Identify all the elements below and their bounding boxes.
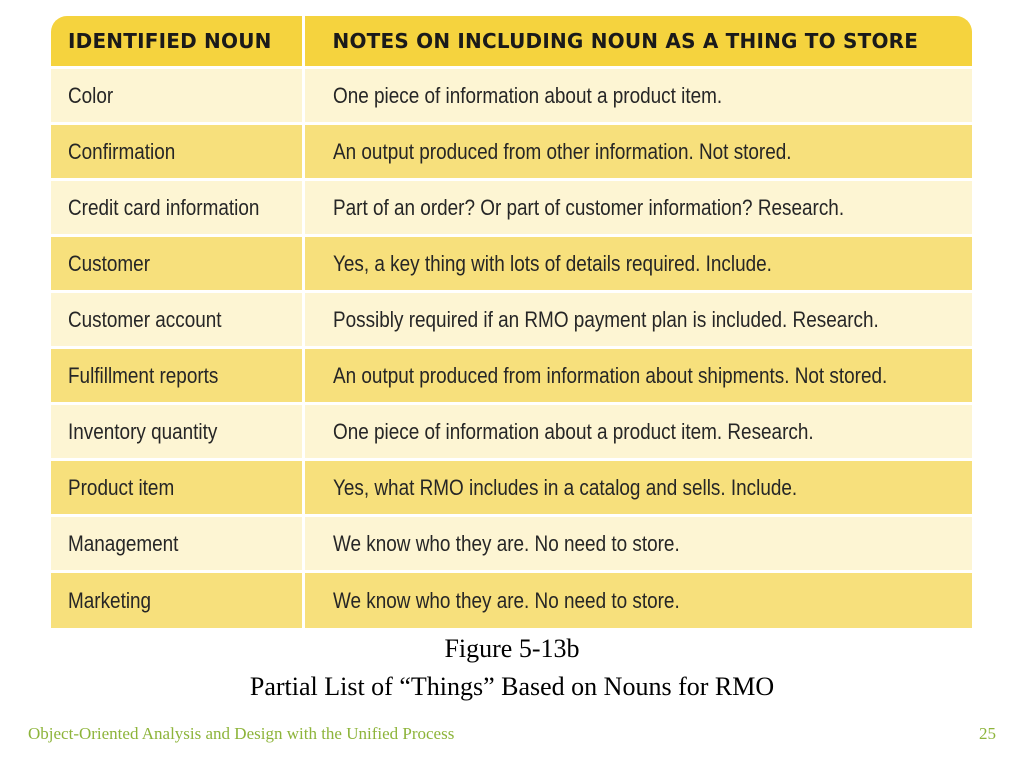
noun-cell (51, 460, 303, 516)
noun-text: Confirmation (68, 138, 176, 164)
noun-text: Inventory quantity (68, 418, 218, 444)
table-row (51, 124, 972, 180)
table-row (51, 460, 972, 516)
note-cell (303, 572, 972, 629)
note-text: Yes, what RMO includes in a catalog and sells. Include. (332, 474, 797, 500)
noun-text: Customer (68, 250, 151, 276)
table-row (51, 516, 972, 572)
footer-page-number: 25 (979, 724, 996, 743)
note-cell (303, 348, 972, 404)
footer-book-title: Object-Oriented Analysis and Design with the Unified Process (28, 724, 455, 743)
noun-text: Fulfillment reports (68, 362, 219, 388)
noun-text: Management (68, 530, 179, 556)
note-cell (303, 292, 972, 348)
noun-text: Credit card information (68, 194, 260, 220)
noun-cell (51, 236, 303, 292)
table-row (51, 236, 972, 292)
noun-cell (51, 68, 303, 124)
figure-number: Figure 5-13b (444, 634, 580, 663)
column-header-identified-noun: IDENTIFIED NOUN (51, 16, 303, 68)
noun-text: Product item (68, 474, 175, 500)
table-row (51, 404, 972, 460)
note-text: An output produced from information about shipments. Not stored. (332, 362, 887, 388)
column-header-notes: NOTES ON INCLUDING NOUN AS A THING TO STORE (303, 16, 972, 68)
noun-cell (51, 292, 303, 348)
note-text: We know who they are. No need to store. (332, 587, 680, 613)
table-row (51, 292, 972, 348)
note-cell (303, 404, 972, 460)
noun-cell (51, 180, 303, 236)
note-cell (303, 460, 972, 516)
noun-cell (51, 516, 303, 572)
note-text: Yes, a key thing with lots of details required. Include. (332, 250, 772, 276)
table-row (51, 68, 972, 124)
noun-text: Customer account (68, 306, 222, 332)
noun-text: Marketing (68, 587, 152, 613)
note-text: One piece of information about a product item. (332, 82, 722, 108)
noun-cell (51, 348, 303, 404)
noun-table-container (51, 16, 972, 628)
note-cell (303, 516, 972, 572)
note-cell (303, 236, 972, 292)
note-cell (303, 68, 972, 124)
note-text: One piece of information about a product item. Research. (332, 418, 814, 444)
noun-cell (51, 124, 303, 180)
noun-text: Color (68, 82, 114, 108)
note-text: We know who they are. No need to store. (332, 530, 680, 556)
table-row (51, 572, 972, 629)
note-text: An output produced from other information. Not stored. (332, 138, 792, 164)
table-row (51, 348, 972, 404)
figure-caption: Partial List of “Things” Based on Nouns for RMO (249, 672, 775, 701)
noun-table (51, 16, 972, 628)
note-cell (303, 124, 972, 180)
note-cell (303, 180, 972, 236)
noun-cell (51, 572, 303, 629)
table-header-row (51, 16, 972, 68)
noun-cell (51, 404, 303, 460)
note-text: Part of an order? Or part of customer information? Research. (332, 194, 844, 220)
note-text: Possibly required if an RMO payment plan is included. Research. (332, 306, 879, 332)
table-row (51, 180, 972, 236)
